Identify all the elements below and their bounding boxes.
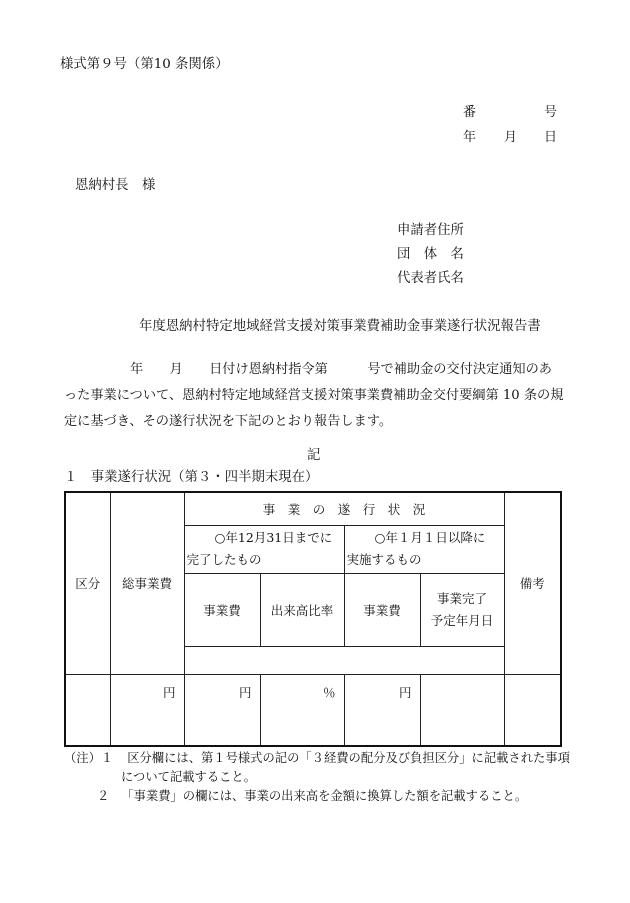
- note-prefix: （注）１: [64, 751, 114, 765]
- ki-mark: 記: [307, 448, 321, 463]
- note-2: [64, 787, 570, 806]
- completion-date-line2: 予定年月日: [430, 612, 494, 628]
- body-paragraph: [64, 357, 574, 435]
- header-status: 事 業 の 遂 行 状 況: [184, 492, 504, 525]
- header-total-cost: 総事業費: [110, 492, 184, 674]
- group-completed-line2: 完了したもの: [186, 552, 262, 567]
- group-planned-line1: ○年１月１日以降に: [374, 530, 486, 545]
- cell-jigyohi-completed[interactable]: 円: [184, 674, 260, 746]
- applicant-address: 申請者住所: [397, 223, 464, 238]
- header-bikou: 備考: [504, 492, 561, 674]
- cell-bikou[interactable]: [504, 674, 561, 746]
- applicant-group: 団 体 名: [397, 247, 464, 262]
- group-completed: [184, 525, 344, 573]
- group-completed-line1: ○年12月31日までに: [214, 530, 333, 545]
- notes: [64, 749, 570, 806]
- note-1: [64, 749, 570, 768]
- header-completion-date: [420, 573, 504, 646]
- date-year: 年: [463, 130, 477, 145]
- body-line-1: 年 月 日付け恩納村指令第 号で補助金の交付決定通知のあ: [130, 362, 552, 377]
- status-table: [64, 491, 562, 747]
- cell-total-cost[interactable]: 円: [110, 674, 184, 746]
- header-kubun: 区分: [65, 492, 110, 674]
- body-line-3: 定に基づき、その遂行状況を下記のとおり報告します。: [64, 414, 393, 429]
- cell-jigyohi-planned[interactable]: 円: [344, 674, 420, 746]
- body-line-2: った事業について、恩納村特定地域経営支援対策事業費補助金交付要綱第 10 条の規: [64, 388, 564, 403]
- form-id: 様式第９号（第10 条関係）: [60, 57, 229, 72]
- applicant-rep: 代表者氏名: [397, 271, 464, 286]
- cell-progress-rate[interactable]: ％: [260, 674, 344, 746]
- date-day: 日: [544, 130, 558, 145]
- cell-kubun[interactable]: [65, 674, 110, 746]
- completion-date-line1: 事業完了: [437, 590, 488, 606]
- addressee: 恩納村長 様: [75, 178, 156, 193]
- group-planned-line2: 実施するもの: [346, 552, 422, 567]
- doc-number-ban: 番: [463, 105, 477, 120]
- group-planned: [344, 525, 504, 573]
- header-jigyohi-planned: 事業費: [344, 573, 420, 646]
- header-jigyohi-completed: 事業費: [184, 573, 260, 646]
- report-title: 年度恩納村特定地域経営支援対策事業費補助金事業遂行状況報告書: [139, 319, 541, 334]
- note-1-line2: について記載すること。: [121, 770, 257, 784]
- note-2-num: ２: [97, 789, 110, 803]
- header-progress-rate: 出来高比率: [260, 573, 344, 646]
- note-1-line1: 区分欄には、第１号様式の記の「３経費の配分及び負担区分」に記載された事項: [127, 751, 570, 765]
- section-heading: １ 事業遂行状況（第３・四半期末現在）: [64, 470, 319, 485]
- doc-number-go: 号: [544, 105, 558, 120]
- note-2-text: 「事業費」の欄には、事業の出来高を金額に換算した額を記載すること。: [121, 789, 528, 803]
- cell-completion-date[interactable]: [420, 674, 504, 746]
- date-month: 月: [504, 130, 518, 145]
